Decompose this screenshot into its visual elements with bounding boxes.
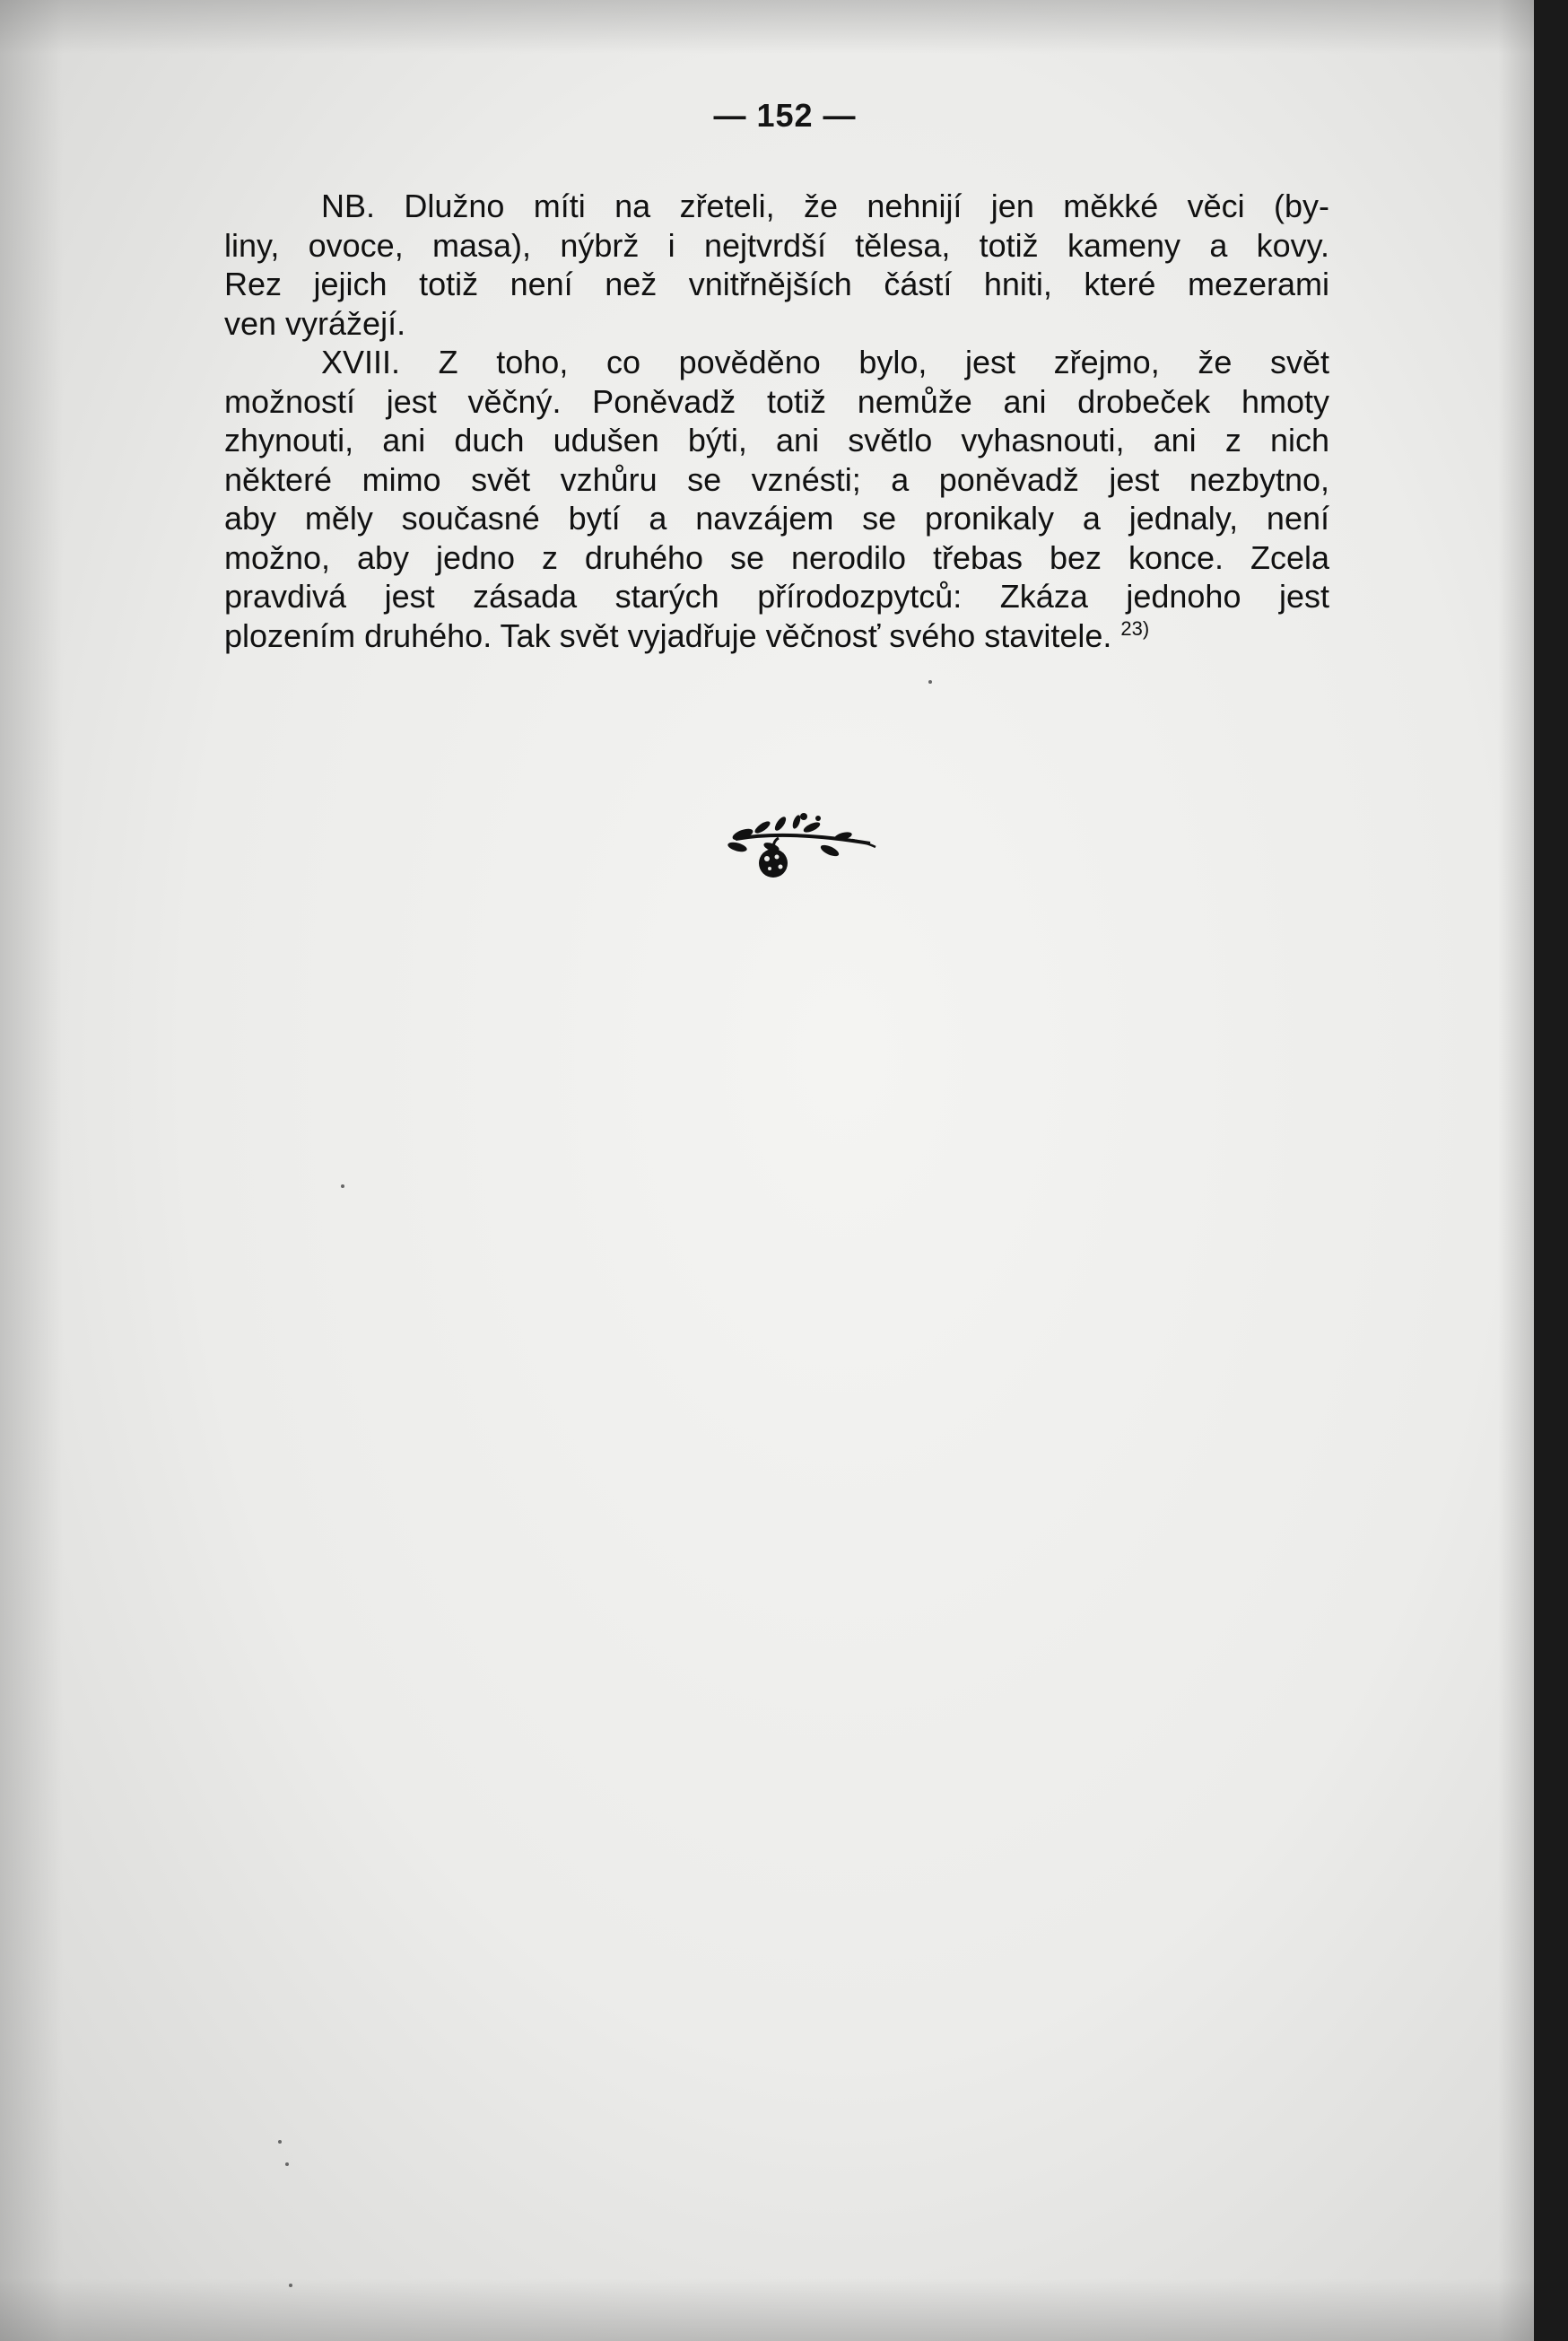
text-line-final xyxy=(224,616,1329,656)
text-line: zhynouti, ani duch udušen býti, ani světlo vyhasnouti, ani z nich xyxy=(224,422,1329,459)
body-text xyxy=(224,187,1329,655)
text-line: Rez jejich totiž není než vnitřnějších částí hniti, které mezerami xyxy=(224,266,1329,302)
text-line: liny, ovoce, masa), nýbrž i nejtvrdší tělesa, totiž kameny a kovy. xyxy=(224,226,1329,264)
print-speck xyxy=(289,2284,292,2287)
text-line: plozením druhého. Tak svět vyjadřuje věčnosť svého stavitele. xyxy=(224,616,1112,654)
print-speck xyxy=(928,680,932,684)
text-line: XVIII. Z toho, co pověděno bylo, jest zřejmo, že svět xyxy=(321,344,1329,380)
print-speck xyxy=(285,2162,289,2166)
print-speck xyxy=(341,1184,344,1188)
page-number: — 152 — xyxy=(713,97,857,134)
page-edge-shadow xyxy=(1498,0,1534,2341)
footnote-reference: 23) xyxy=(1120,616,1150,640)
page-edge-shadow xyxy=(0,0,1534,54)
floral-ornament-icon xyxy=(718,808,879,888)
page-edge-shadow xyxy=(0,0,63,2341)
paragraph-nb xyxy=(224,187,1329,343)
text-line: aby měly současné bytí a navzájem se pronikaly a jednaly, není xyxy=(224,500,1329,537)
text-line: některé mimo svět vzhůru se vznésti; a poněvadž jest nezbytno, xyxy=(224,460,1329,498)
text-line: NB. Dlužno míti na zřeteli, že nehnijí jen měkké věci (by- xyxy=(321,188,1329,224)
text-line: pravdivá jest zásada starých přírodozpytců: Zkáza jednoho jest xyxy=(224,578,1329,615)
paragraph-xviii xyxy=(224,343,1329,655)
text-line: možno, aby jedno z druhého se nerodilo třebas bez konce. Zcela xyxy=(224,538,1329,576)
text-line: možností jest věčný. Poněvadž totiž nemůže ani drobeček hmoty xyxy=(224,382,1329,420)
print-speck xyxy=(278,2140,282,2144)
page-edge-shadow xyxy=(0,2278,1534,2341)
text-line: ven vyrážejí. xyxy=(224,304,406,342)
